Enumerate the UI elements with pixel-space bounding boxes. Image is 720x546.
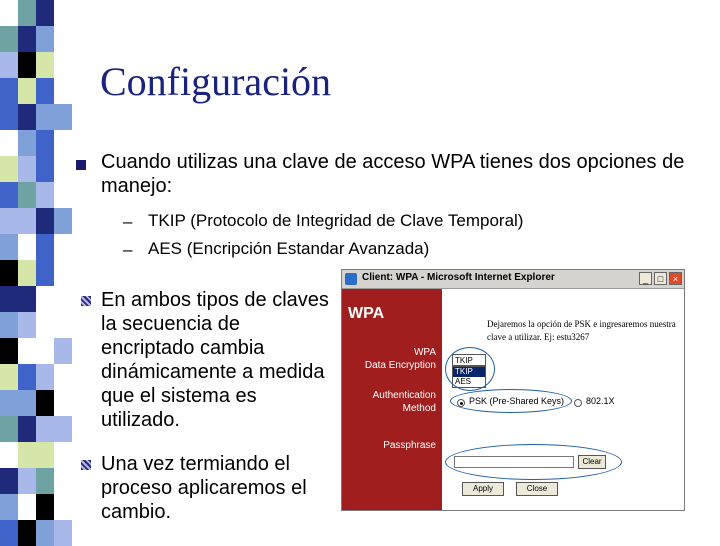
stripe-cell — [18, 52, 36, 78]
stripe-cell — [54, 286, 72, 312]
stripe-cell — [0, 52, 18, 78]
stripe-cell — [0, 390, 18, 416]
stripe-cell — [36, 0, 54, 26]
label-method: Method — [402, 403, 436, 414]
stripe-cell — [36, 364, 54, 390]
stripe-cell — [0, 494, 18, 520]
highlight-ellipse-select — [445, 347, 495, 391]
clear-button[interactable]: Clear — [578, 455, 606, 469]
decorative-stripe — [0, 0, 72, 540]
stripe-cell — [54, 494, 72, 520]
dash-marker: – — [123, 212, 133, 231]
stripe-cell — [0, 286, 18, 312]
stripe-cell — [54, 442, 72, 468]
stripe-cell — [18, 416, 36, 442]
bullet-text-2: En ambos tipos de claves la secuencia de encriptado cambia dinámicamente a medida que el sistema es utilizado. — [101, 289, 329, 431]
stripe-cell — [18, 260, 36, 286]
bullet-text-3: Una vez termiando el proceso aplicaremos el cambio. — [101, 453, 307, 523]
stripe-cell — [36, 416, 54, 442]
stripe-cell — [18, 338, 36, 364]
stripe-cell — [54, 130, 72, 156]
stripe-cell — [0, 104, 18, 130]
stripe-cell — [0, 416, 18, 442]
stripe-cell — [0, 0, 18, 26]
stripe-cell — [54, 52, 72, 78]
bullet-pattern-icon — [81, 460, 91, 470]
stripe-cell — [54, 26, 72, 52]
option-tkip[interactable]: TKIP — [453, 367, 485, 377]
bullet-pattern-icon — [81, 296, 91, 306]
stripe-cell — [18, 494, 36, 520]
radio-8021x-label: 802.1X — [586, 396, 615, 406]
stripe-cell — [36, 104, 54, 130]
stripe-cell — [18, 234, 36, 260]
stripe-cell — [18, 26, 36, 52]
config-content — [442, 289, 684, 510]
stripe-cell — [18, 390, 36, 416]
stripe-cell — [54, 182, 72, 208]
sub-item-aes: AES (Encripción Estandar Avanzada) — [148, 239, 430, 258]
stripe-cell — [0, 130, 18, 156]
stripe-cell — [0, 312, 18, 338]
close-window-button[interactable]: × — [669, 272, 682, 285]
stripe-cell — [54, 364, 72, 390]
stripe-cell — [36, 156, 54, 182]
config-sidebar — [342, 289, 442, 510]
bullet-square-icon — [76, 160, 86, 170]
stripe-cell — [54, 234, 72, 260]
stripe-cell — [0, 234, 18, 260]
window-titlebar — [342, 270, 684, 289]
sub-item-tkip: TKIP (Protocolo de Integridad de Clave Temporal) — [148, 211, 524, 230]
stripe-cell — [36, 520, 54, 546]
stripe-cell — [54, 156, 72, 182]
stripe-cell — [18, 104, 36, 130]
close-button[interactable]: Close — [516, 482, 558, 496]
stripe-cell — [18, 208, 36, 234]
stripe-cell — [54, 468, 72, 494]
apply-button[interactable]: Apply — [462, 482, 504, 496]
stripe-cell — [36, 78, 54, 104]
stripe-cell — [0, 78, 18, 104]
label-passphrase: Passphrase — [383, 440, 436, 451]
highlight-ellipse-psk — [450, 389, 572, 413]
radio-8021x[interactable] — [574, 399, 582, 407]
stripe-cell — [36, 234, 54, 260]
ie-icon — [345, 273, 357, 285]
label-data-encryption: Data Encryption — [364, 360, 436, 371]
stripe-cell — [18, 364, 36, 390]
stripe-cell — [36, 468, 54, 494]
stripe-cell — [36, 286, 54, 312]
stripe-cell — [36, 260, 54, 286]
stripe-cell — [0, 182, 18, 208]
stripe-cell — [18, 182, 36, 208]
minimize-button[interactable]: _ — [639, 272, 652, 285]
stripe-cell — [0, 364, 18, 390]
stripe-cell — [0, 468, 18, 494]
stripe-cell — [36, 338, 54, 364]
stripe-cell — [18, 286, 36, 312]
stripe-cell — [36, 182, 54, 208]
label-wpa: WPA — [413, 347, 436, 358]
stripe-cell — [36, 26, 54, 52]
stripe-cell — [36, 442, 54, 468]
stripe-cell — [18, 442, 36, 468]
stripe-cell — [54, 416, 72, 442]
stripe-cell — [0, 26, 18, 52]
stripe-cell — [18, 156, 36, 182]
stripe-cell — [18, 78, 36, 104]
annotation-note: Dejaremos la opción de PSK e ingresaremos nuestra clave a utilizar. Ej: estu3267 — [487, 319, 676, 342]
stripe-cell — [0, 156, 18, 182]
dash-marker: – — [123, 240, 133, 259]
wpa-heading: WPA — [348, 305, 385, 322]
encryption-select[interactable]: TKIP — [452, 354, 486, 366]
stripe-cell — [18, 520, 36, 546]
maximize-button[interactable]: □ — [654, 272, 667, 285]
label-authentication: Authentication — [372, 390, 436, 401]
highlight-ellipse-passphrase — [445, 444, 622, 480]
stripe-cell — [54, 390, 72, 416]
stripe-cell — [0, 260, 18, 286]
stripe-cell — [0, 208, 18, 234]
stripe-cell — [54, 0, 72, 26]
stripe-cell — [36, 130, 54, 156]
stripe-cell — [36, 208, 54, 234]
browser-window-screenshot — [341, 269, 685, 511]
stripe-cell — [54, 338, 72, 364]
stripe-cell — [18, 0, 36, 26]
stripe-cell — [0, 520, 18, 546]
stripe-cell — [18, 468, 36, 494]
stripe-cell — [54, 520, 72, 546]
stripe-cell — [0, 338, 18, 364]
stripe-cell — [36, 494, 54, 520]
bullet-text-1: Cuando utilizas una clave de acceso WPA tienes dos opciones de manejo: — [101, 151, 685, 197]
radio-psk-label: PSK (Pre-Shared Keys) — [469, 396, 565, 406]
stripe-cell — [54, 104, 72, 130]
slide-title: Configuración — [100, 59, 332, 104]
stripe-cell — [54, 260, 72, 286]
stripe-cell — [54, 208, 72, 234]
stripe-cell — [36, 52, 54, 78]
stripe-cell — [36, 312, 54, 338]
stripe-cell — [18, 130, 36, 156]
stripe-cell — [54, 312, 72, 338]
window-title: Client: WPA - Microsoft Internet Explorer — [362, 272, 555, 283]
option-aes[interactable]: AES — [455, 377, 472, 386]
stripe-cell — [18, 312, 36, 338]
stripe-cell — [36, 390, 54, 416]
stripe-cell — [54, 78, 72, 104]
stripe-cell — [0, 442, 18, 468]
